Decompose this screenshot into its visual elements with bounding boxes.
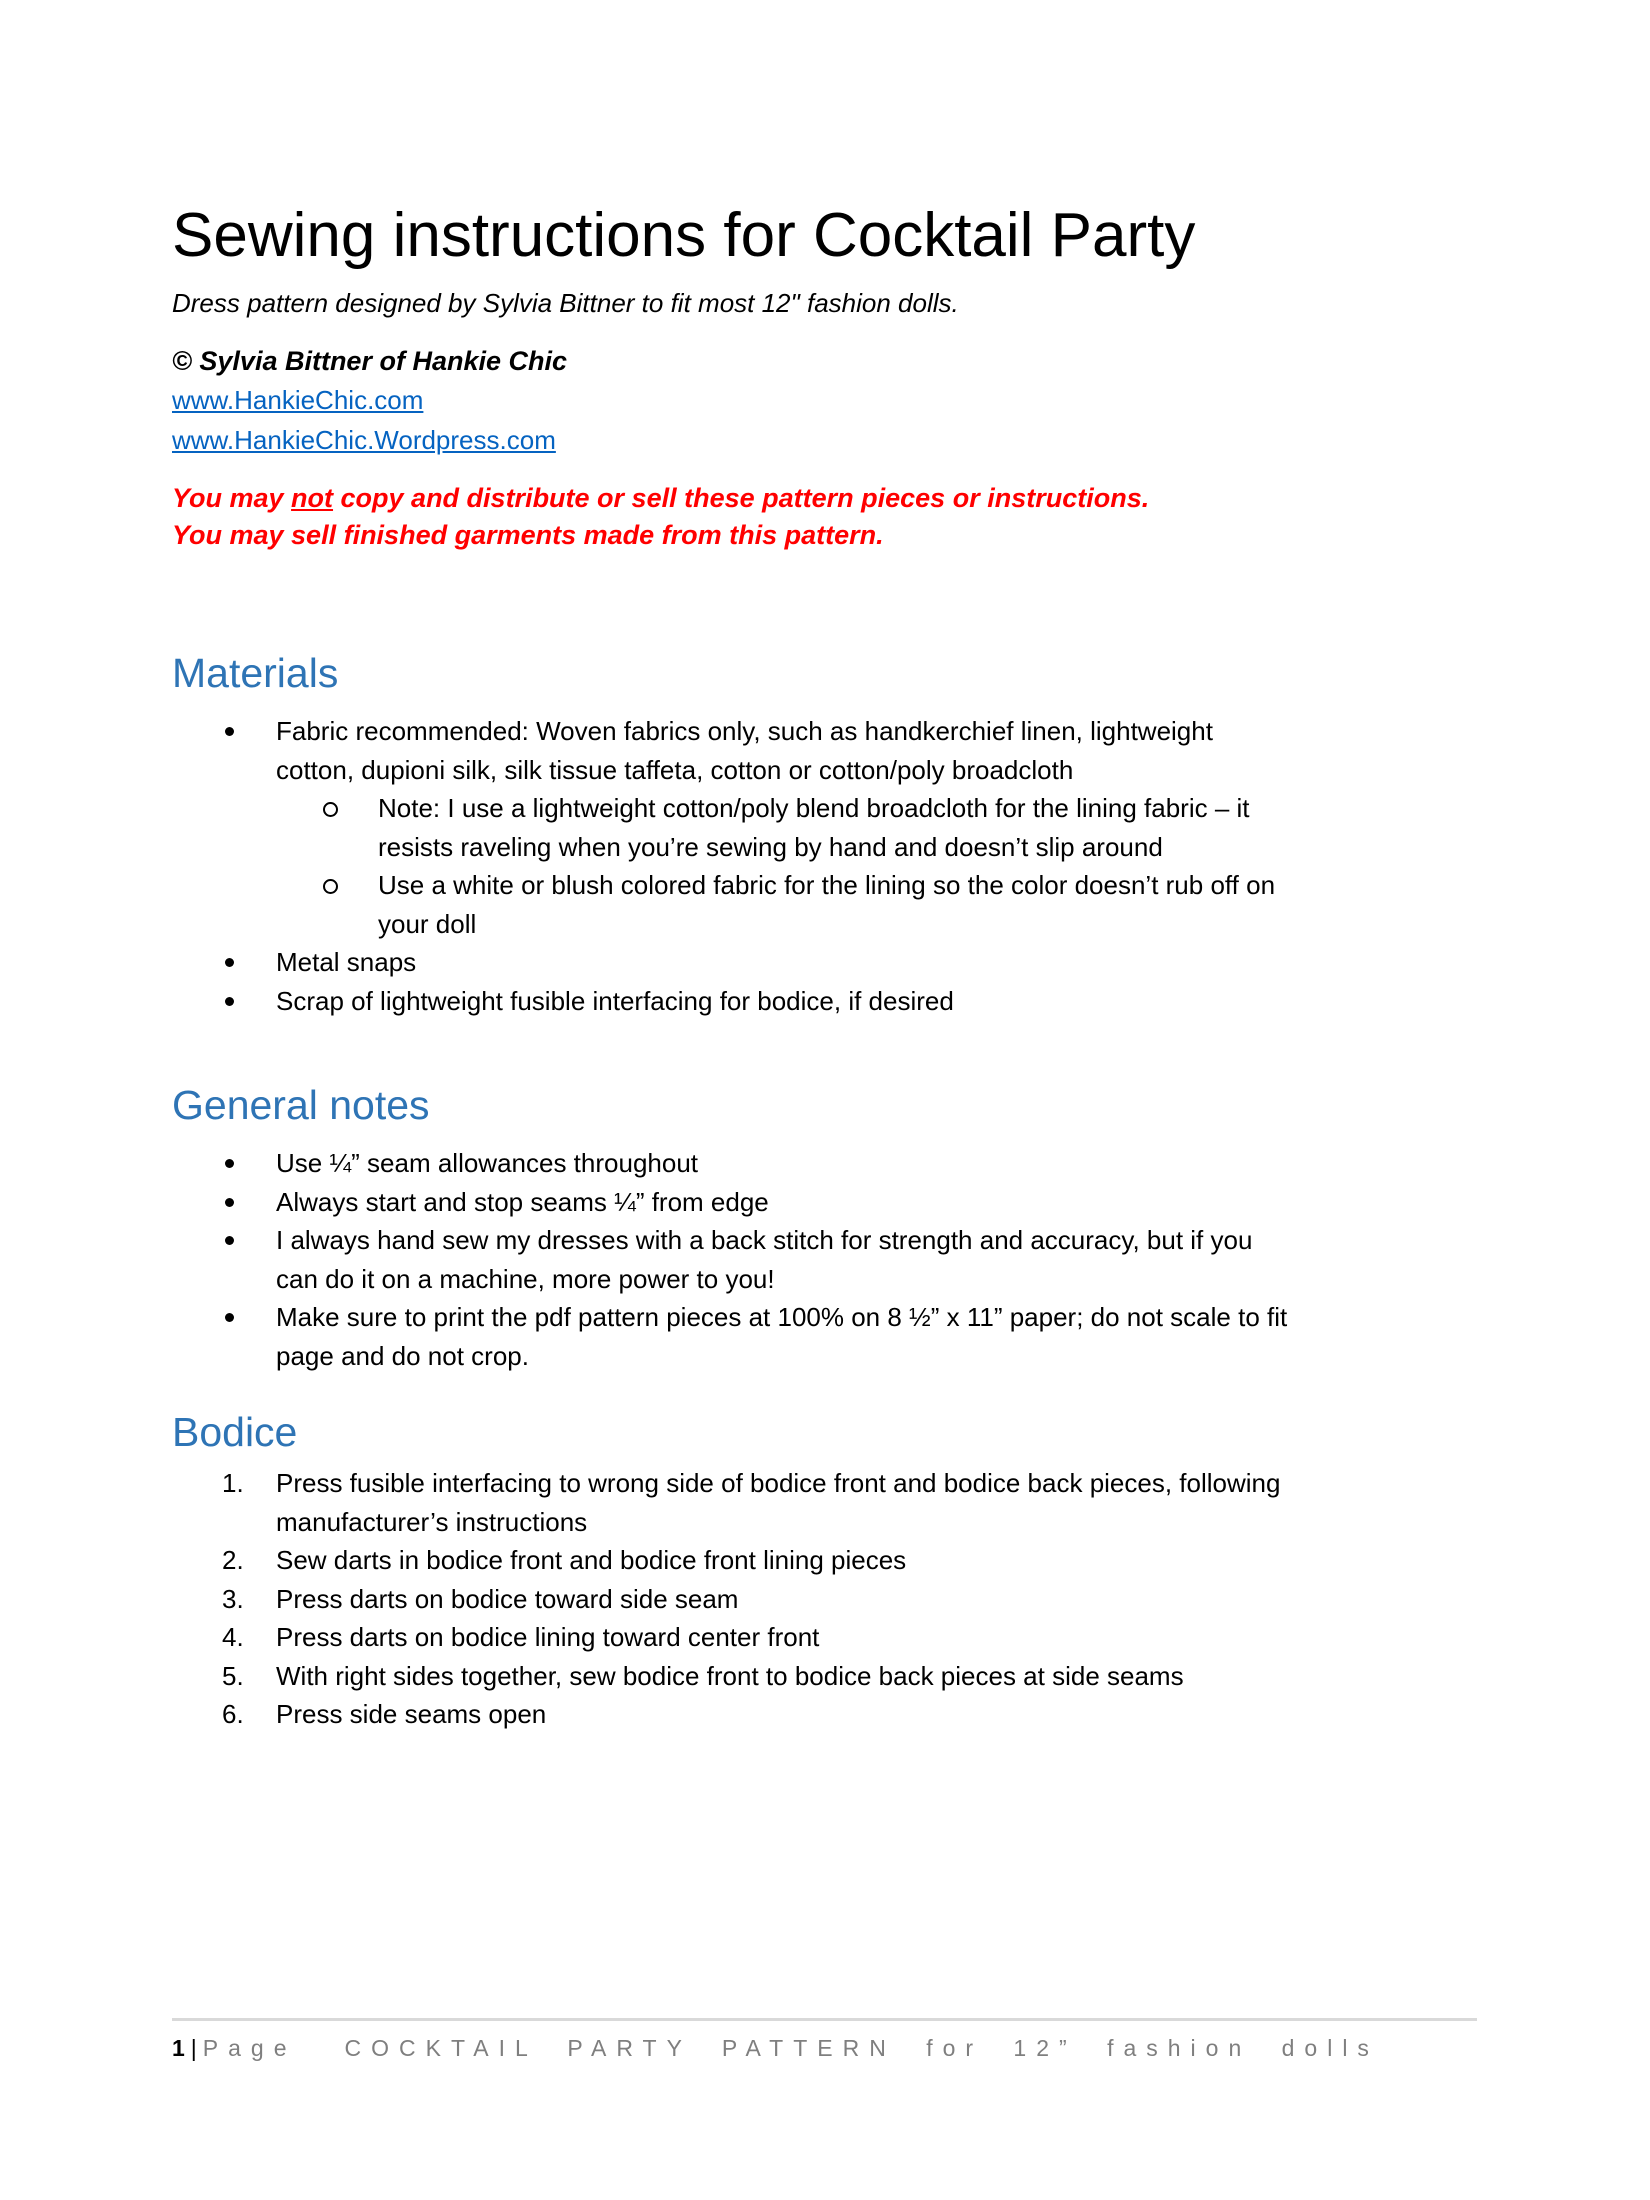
- page-number: 1: [172, 2035, 191, 2061]
- list-item-line: Press fusible interfacing to wrong side of bodice front and bodice back pieces, following: [276, 1468, 1281, 1498]
- list-item-print-100: [172, 1298, 1500, 1375]
- page-subtitle: Dress pattern designed by Sylvia Bittner to fit most 12" fashion dolls.: [172, 288, 959, 318]
- list-item-line: page and do not crop.: [276, 1340, 529, 1371]
- bodice-steps-list: [172, 1464, 1500, 1734]
- list-item-line: Press darts on bodice lining toward center front: [276, 1622, 820, 1652]
- link-hankiechic-com[interactable]: www.HankieChic.com: [172, 385, 424, 415]
- list-item-line: can do it on a machine, more power to you!: [276, 1263, 775, 1294]
- list-item-seam-allowance: [172, 1144, 1500, 1183]
- usage-notice: [172, 480, 1500, 554]
- link-hankiechic-wordpress[interactable]: www.HankieChic.Wordpress.com: [172, 425, 556, 455]
- list-item-lining-note: [276, 789, 1500, 866]
- fabric-sub-list: [276, 789, 1500, 943]
- list-item-line: resists raveling when you’re sewing by hand and doesn’t slip around: [378, 831, 1163, 862]
- list-item-line: I always hand sew my dresses with a back stitch for strength and accuracy, but if you: [276, 1225, 1253, 1255]
- list-item-line: manufacturer’s instructions: [276, 1506, 588, 1537]
- notice-line-1-post: copy and distribute or sell these pattern pieces or instructions.: [333, 483, 1150, 513]
- step-press-interfacing: [172, 1464, 1500, 1541]
- list-item-line: cotton, dupioni silk, silk tissue taffeta, cotton or cotton/poly broadcloth: [276, 754, 1074, 785]
- general-notes-list: [172, 1144, 1500, 1375]
- list-item-line: Make sure to print the pdf pattern pieces at 100% on 8 ½” x 11” paper; do not scale to fit: [276, 1302, 1288, 1332]
- link-line-1: [172, 380, 1500, 420]
- list-item-interfacing: [172, 982, 1500, 1021]
- list-item-line: Press side seams open: [276, 1699, 547, 1729]
- list-item-line: Use ¼” seam allowances throughout: [276, 1148, 699, 1178]
- notice-line-1: [172, 480, 1500, 517]
- list-item-line: Sew darts in bodice front and bodice front lining pieces: [276, 1545, 907, 1575]
- step-sew-darts: [172, 1541, 1500, 1580]
- page-title: Sewing instructions for Cocktail Party: [172, 201, 1196, 270]
- list-item-start-stop-seams: [172, 1183, 1500, 1222]
- footer-page-word: Page: [202, 2035, 297, 2061]
- section-heading-materials: Materials: [172, 650, 339, 696]
- step-press-darts-lining: [172, 1618, 1500, 1657]
- link-line-2: [172, 420, 1500, 460]
- step-sew-side-seams: [172, 1657, 1500, 1696]
- notice-line-1-pre: You may: [172, 483, 292, 513]
- copyright-line: © Sylvia Bittner of Hankie Chic: [172, 346, 567, 376]
- list-item-metal-snaps: [172, 943, 1500, 982]
- page-footer: [172, 2018, 1477, 2062]
- step-press-seams-open: [172, 1695, 1500, 1734]
- list-item-line: Fabric recommended: Woven fabrics only, such as handkerchief linen, lightweight: [276, 716, 1213, 746]
- section-heading-bodice: Bodice: [172, 1409, 298, 1455]
- list-item-fabric: [172, 712, 1500, 943]
- footer-separator: |: [190, 2035, 203, 2061]
- list-item-line: Always start and stop seams ¼” from edge: [276, 1186, 769, 1217]
- list-item-line: Note: I use a lightweight cotton/poly blend broadcloth for the lining fabric – it: [378, 793, 1250, 823]
- list-item-line: Use a white or blush colored fabric for the lining so the color doesn’t rub off on: [378, 870, 1276, 900]
- materials-list: [172, 712, 1500, 1020]
- list-item-line: Scrap of lightweight fusible interfacing for bodice, if desired: [276, 985, 954, 1016]
- footer-doc-title: COCKTAIL PARTY PATTERN for 12” fashion dolls: [344, 2035, 1379, 2061]
- notice-not-underlined: not: [291, 483, 334, 513]
- notice-line-2: You may sell finished garments made from this pattern.: [172, 520, 884, 550]
- list-item-line: Press darts on bodice toward side seam: [276, 1583, 739, 1614]
- list-item-lining-color: [276, 866, 1500, 943]
- list-item-line: With right sides together, sew bodice front to bodice back pieces at side seams: [276, 1660, 1184, 1691]
- section-heading-general-notes: General notes: [172, 1082, 430, 1128]
- step-press-darts-bodice: [172, 1580, 1500, 1619]
- list-item-hand-sew: [172, 1221, 1500, 1298]
- list-item-line: your doll: [378, 908, 477, 939]
- list-item-line: Metal snaps: [276, 947, 417, 977]
